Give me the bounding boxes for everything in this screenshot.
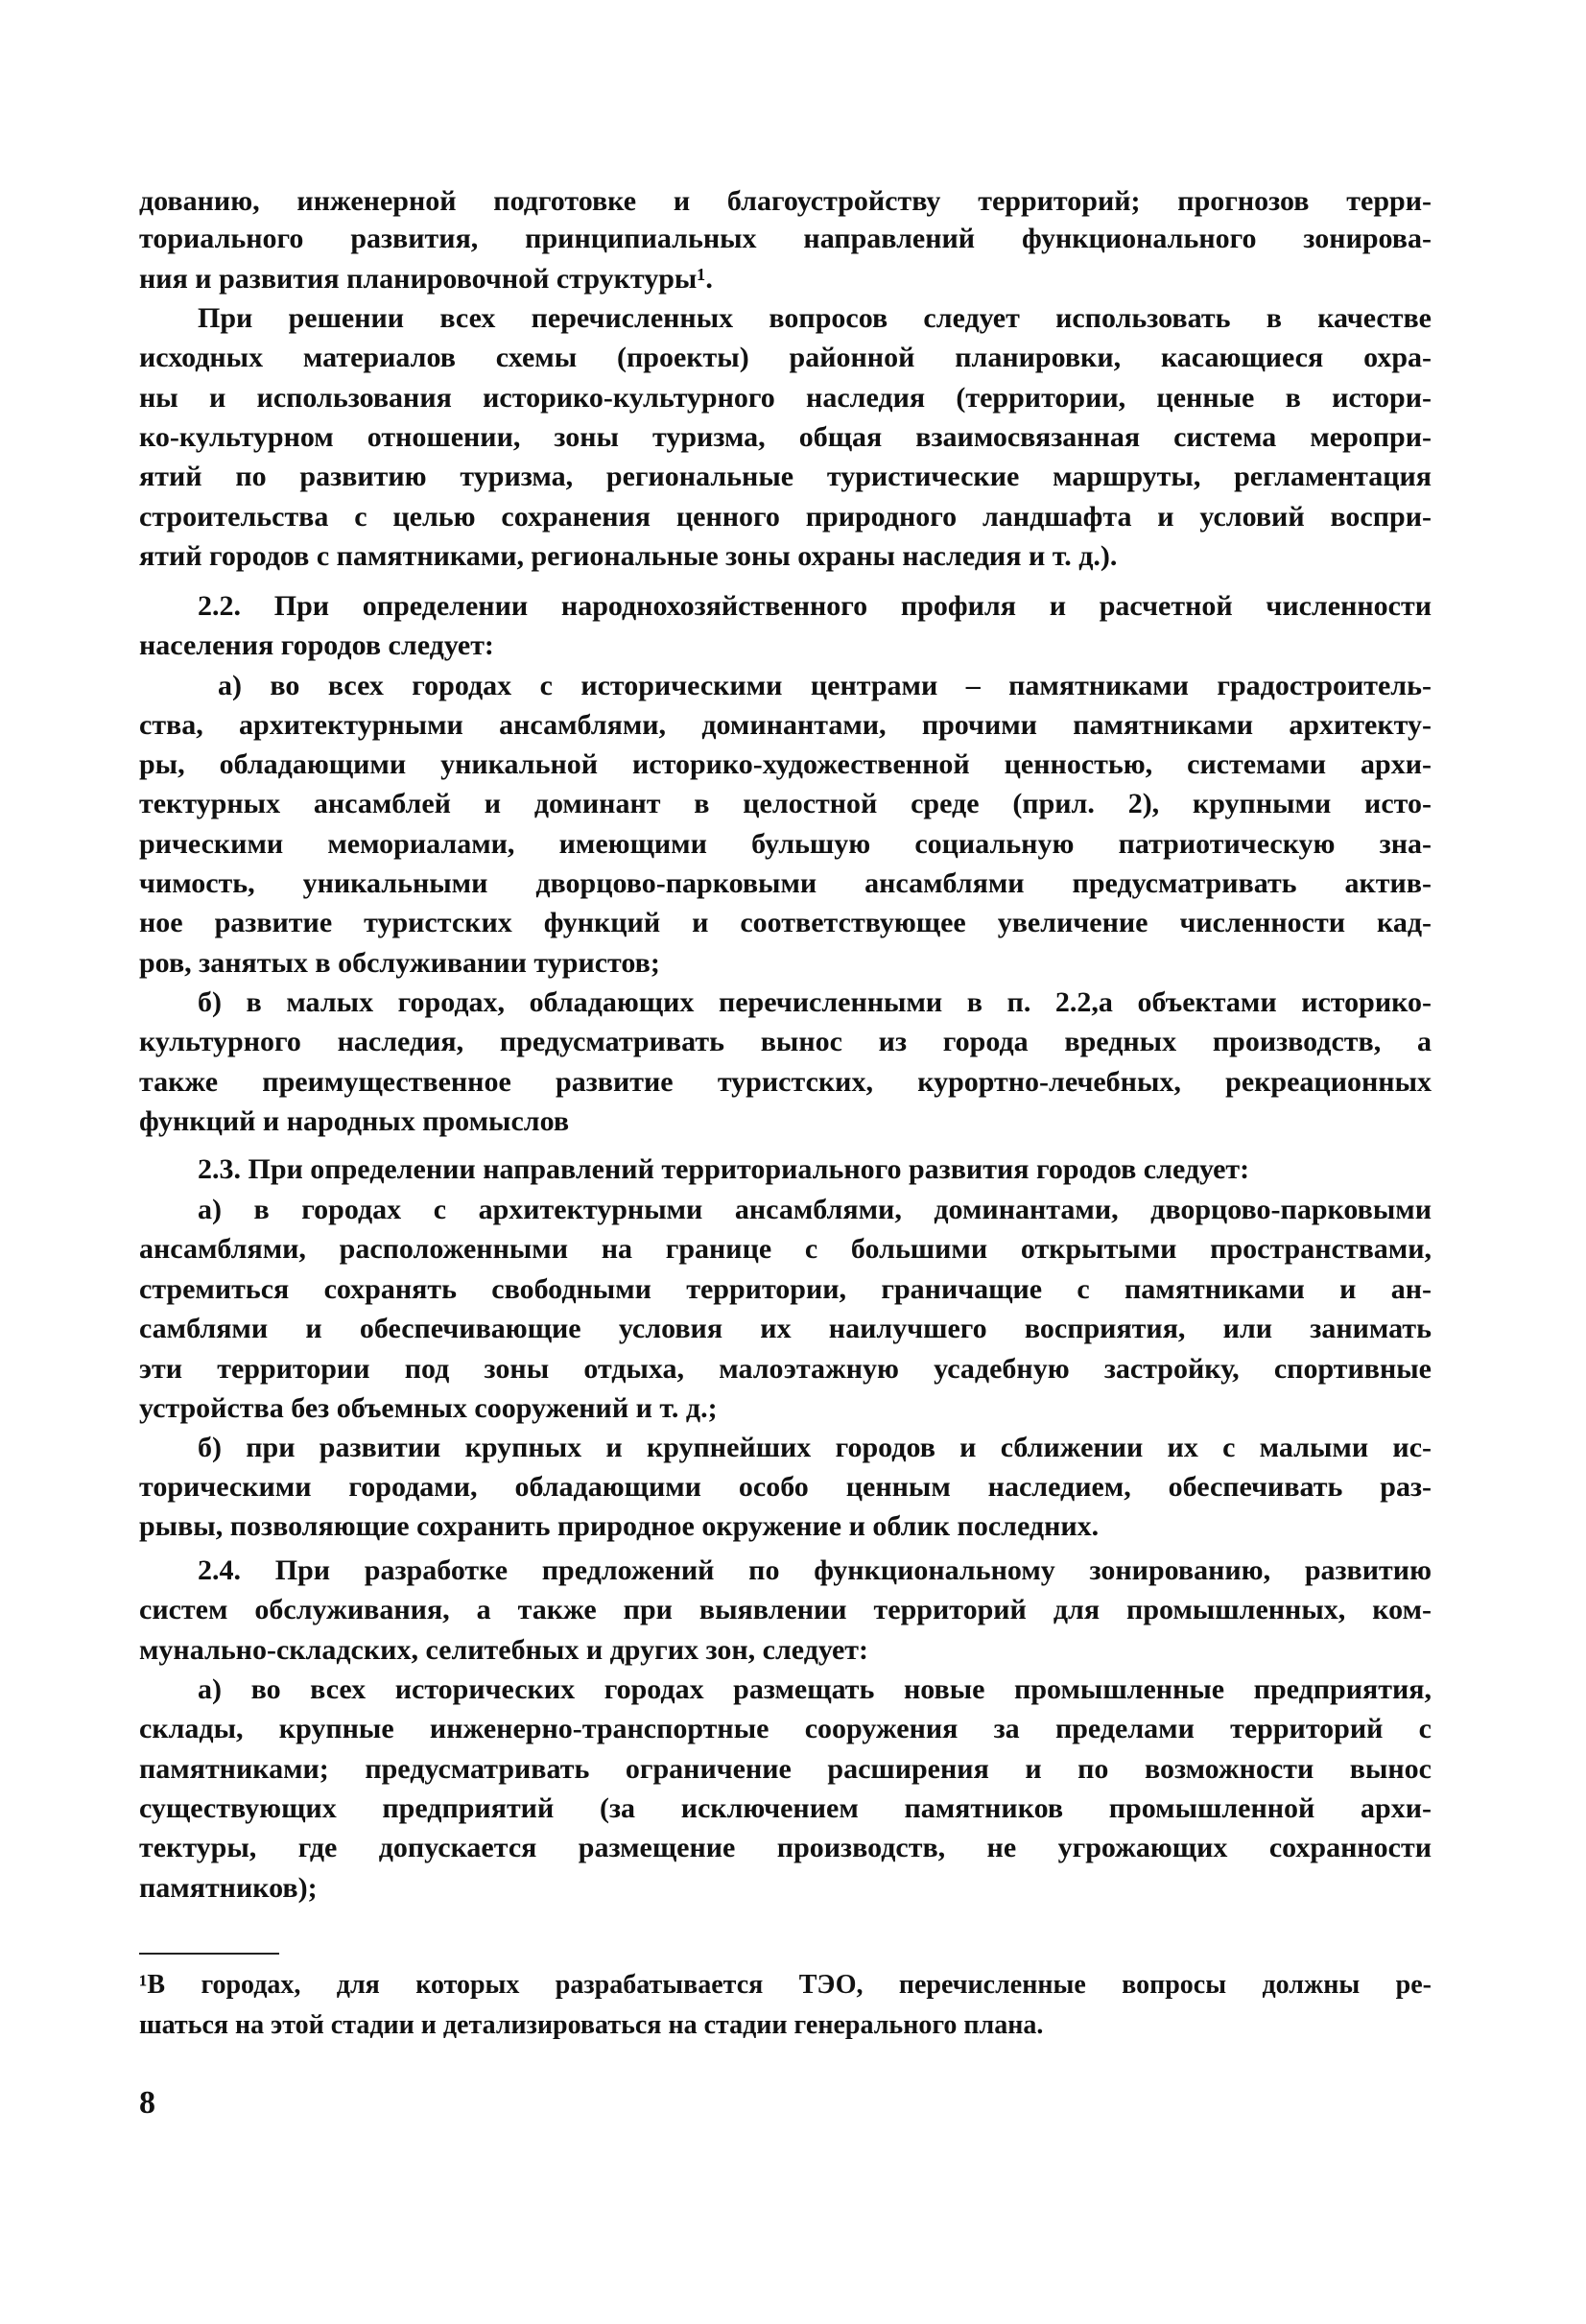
section-2-4-line: мунально-складских, селитебных и других зон, следует: [139,1634,869,1666]
section-2-3-a-line: устройства без объемных сооружений и т. д.; [139,1392,718,1424]
section-2-3-b-line: торическими городами, обладающими особо ценным наследием, обеспечивать раз- [139,1471,1432,1503]
section-2-2-b-line: функций и народных промыслов [139,1105,570,1137]
section-2-4-a-line: тектуры, где допускается размещение производств, не угрожающих сохранности [139,1832,1432,1863]
section-2-3-b-line: б) при развитии крупных и крупнейших городов и сближении их с малыми ис- [198,1432,1432,1463]
p-source-materials-line: ятий городов с памятниками, региональные зоны охраны наследия и т. д.). [139,540,1118,572]
section-2-2-a-line: рическими мемориалами, имеющими бульшую социальную патриотическую зна- [139,828,1432,860]
section-2-4-a-line: склады, крупные инженерно-транспортные сооружения за пределами территорий с [139,1713,1432,1744]
section-2-2-a-line: тектурных ансамблей и доминант в целостной среде (прил. 2), крупными исто- [139,788,1432,819]
section-2-2-line: 2.2. При определении народнохозяйственного профиля и расчетной численности [198,590,1432,622]
section-2-2-a-line: ства, архитектурными ансамблями, доминантами, прочими памятниками архитекту- [139,709,1432,741]
section-2-2-b-line: б) в малых городах, обладающих перечисленными в п. 2.2,а объектами историко- [198,986,1432,1018]
section-2-4-a-line: памятниками; предусматривать ограничение расширения и по возможности вынос [139,1753,1432,1785]
section-2-2-a-line: чимость, уникальными дворцово-парковыми ансамблями предусматривать актив- [139,867,1432,899]
section-2-3-b-line: рывы, позволяющие сохранить природное окружение и облик последних. [139,1510,1100,1542]
p-source-materials-line: ны и использования историко-культурного наследия (территории, ценные в истори- [139,382,1432,414]
footnote-divider [139,1953,279,1955]
section-2-2-line: населения городов следует: [139,629,494,661]
section-2-4-a-line: памятников); [139,1872,318,1904]
p-source-materials-line: строительства с целью сохранения ценного природного ландшафта и условий воспри- [139,501,1432,533]
section-2-4-line: 2.4. При разработке предложений по функциональному зонированию, развитию [198,1554,1432,1586]
p-source-materials-line: исходных материалов схемы (проекты) районной планировки, касающиеся охра- [139,342,1432,373]
section-2-3-a-line: а) в городах с архитектурными ансамблями, доминантами, дворцово-парковыми [198,1194,1432,1225]
section-2-2-b-line: культурного наследия, предусматривать вынос из города вредных производств, а [139,1026,1432,1057]
p-source-materials-line: При решении всех перечисленных вопросов следует использовать в качестве [198,302,1432,334]
page-number: 8 [139,2085,155,2121]
p-intro-continuation-line: дованию, инженерной подготовке и благоустройству территорий; прогнозов терри- [139,185,1432,217]
p-intro-continuation-line: ториального развития, принципиальных направлений функционального зонирова- [139,223,1432,254]
section-2-3-a-line: эти территории под зоны отдыха, малоэтажную усадебную застройку, спортивные [139,1353,1432,1385]
section-2-3-a-line: стремиться сохранять свободными территории, граничащие с памятниками и ан- [139,1273,1432,1305]
section-2-3-a-line: ансамблями, расположенными на границе с большими открытыми пространствами, [139,1233,1432,1265]
section-2-2-a-line: ное развитие туристских функций и соответствующее увеличение численности кад- [139,907,1432,938]
p-source-materials-line: ко-культурном отношении, зоны туризма, общая взаимосвязанная система меропри- [139,421,1432,453]
section-2-2-a-line: ров, занятых в обслуживании туристов; [139,947,660,979]
p-intro-continuation-line: ния и развития планировочной структуры¹. [139,263,713,295]
footnote-line: ¹В городах, для которых разрабатывается ТЭО, перечисленные вопросы должны ре- [139,1970,1432,2000]
p-source-materials-line: ятий по развитию туризма, региональные туристические маршруты, регламентация [139,461,1432,492]
section-2-3-a-line: самблями и обеспечивающие условия их наилучшего восприятия, или занимать [139,1313,1432,1344]
section-2-4-a-line: а) во всех исторических городах размещать новые промышленные предприятия, [198,1673,1432,1705]
section-2-3-line: 2.3. При определении направлений территориального развития городов следует: [198,1153,1250,1185]
footnote-line: шаться на этой стадии и детализироваться на стадии генерального плана. [139,2010,1044,2040]
section-2-2-b-line: также преимущественное развитие туристских, курортно-лечебных, рекреационных [139,1066,1432,1098]
section-2-2-a-line: ры, обладающими уникальной историко-художественной ценностью, системами архи- [139,748,1432,780]
section-2-4-a-line: существующих предприятий (за исключением памятников промышленной архи- [139,1792,1432,1824]
section-2-4-line: систем обслуживания, а также при выявлении территорий для промышленных, ком- [139,1594,1432,1625]
section-2-2-a-line: а) во всех городах с историческими центрами – памятниками градостроитель- [218,670,1432,701]
